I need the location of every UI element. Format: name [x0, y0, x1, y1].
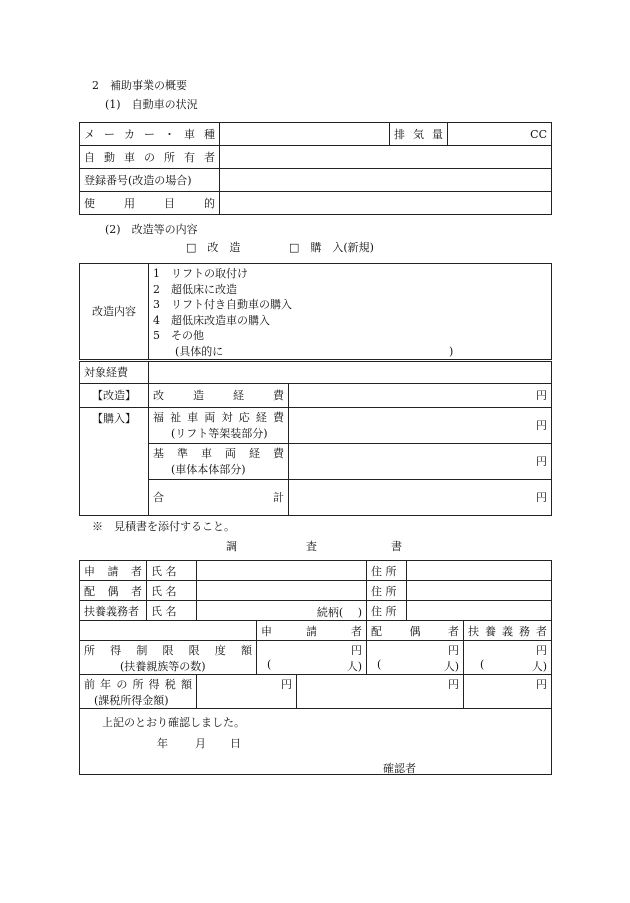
date-month: 月 [195, 737, 206, 750]
attachment-note: ※ 見積書を添付すること。 [92, 520, 235, 533]
yen-unit: 円 [536, 419, 547, 433]
spouse-address-label: 住 所 [367, 581, 407, 601]
tax-sub: (課税所得金額) [94, 694, 169, 707]
yen-unit: 円 [281, 678, 292, 691]
date-year: 年 [157, 737, 168, 750]
maker-field[interactable] [220, 123, 390, 146]
yen-unit: 円 [351, 643, 362, 657]
income-limit-applicant[interactable]: 円 ( 人) [257, 641, 367, 675]
section-title: 2 補助事業の概要 [92, 79, 187, 92]
supporter-label: 扶養義務者 [80, 601, 147, 621]
confirmer-label: 確認者 [383, 762, 416, 775]
kounyu-tag: 【購入】 [80, 407, 149, 515]
owner-field[interactable] [220, 146, 552, 169]
maker-label-text: メ ー カ ー ・ 車 種 [84, 128, 215, 141]
tax-applicant[interactable] [197, 675, 297, 709]
tax-label: 前 年 の 所 得 税 額 (課税所得金額) [80, 675, 197, 709]
vehicle-table [79, 122, 552, 215]
purpose-label: 使 用 目 的 [80, 192, 220, 215]
applicant-label: 申 請 者 [80, 561, 147, 581]
col-supporter-header: 扶 養 義 務 者 [464, 621, 552, 641]
subsection-vehicle: (1) 自動車の状況 [105, 98, 198, 111]
maker-label [80, 123, 220, 146]
survey-title-3: 書 [391, 540, 402, 553]
income-limit-label: 所 得 制 限 限 度 額 (扶養親族等の数) [80, 641, 257, 675]
supporter-name-label: 氏 名 [147, 601, 197, 621]
welfare-cost-sub: (リフト等架装部分) [171, 427, 268, 441]
col-applicant-header: 申 請 者 [257, 621, 367, 641]
owner-label: 自 動 車 の 所 有 者 [80, 146, 220, 169]
yen-unit: 円 [536, 389, 547, 403]
applicant-name-field[interactable] [197, 561, 367, 581]
content-item[interactable]: 3 リフト付き自動車の購入 [153, 298, 292, 312]
supporter-address-label: 住 所 [367, 601, 407, 621]
spouse-name-field[interactable] [197, 581, 367, 601]
spouse-label: 配 偶 者 [80, 581, 147, 601]
kaizou-tag: 【改造】 [80, 383, 149, 407]
yen-unit: 円 [448, 678, 459, 691]
content-list [149, 264, 552, 361]
option-kounyu[interactable]: □ 購 入(新規) [289, 241, 374, 254]
confirmation-box [80, 709, 552, 775]
survey-title-2: 査 [306, 540, 317, 553]
applicant-address-field[interactable] [407, 561, 552, 581]
content-label: 改造内容 [80, 264, 149, 361]
modification-table [79, 263, 552, 516]
displacement-label: 排 気 量 [390, 123, 448, 146]
specific-close: ) [449, 344, 454, 358]
purpose-field[interactable] [220, 192, 552, 215]
income-limit-sub: (扶養親族等の数) [120, 659, 206, 673]
income-limit-supporter[interactable]: 円 ( 人) [464, 641, 552, 675]
tax-spouse[interactable] [297, 675, 464, 709]
kaizou-cost-label: 改 造 経 費 [149, 383, 289, 407]
total-label: 合 計 [149, 479, 289, 515]
date-day: 日 [230, 737, 241, 750]
supporter-name-field[interactable] [197, 601, 367, 621]
kaizou-cost-field[interactable] [289, 383, 552, 407]
survey-table [79, 560, 552, 775]
option-kaizou[interactable]: □ 改 造 [186, 241, 241, 254]
base-cost-label: 基 準 車 両 経 費 (車体本体部分) [149, 443, 289, 479]
spouse-address-field[interactable] [407, 581, 552, 601]
registration-field[interactable] [220, 169, 552, 192]
welfare-cost-field[interactable] [289, 407, 552, 443]
content-item[interactable]: 4 超低床改造車の購入 [153, 313, 270, 327]
confirm-text: 上記のとおり確認しました。 [102, 716, 245, 729]
tax-supporter[interactable] [464, 675, 552, 709]
yen-unit: 円 [536, 678, 547, 691]
displacement-field[interactable] [448, 123, 552, 146]
relation-label: 続柄( ) [316, 606, 362, 619]
content-item[interactable]: 5 その他 [153, 329, 204, 343]
cc-unit: CC [530, 127, 547, 141]
applicant-address-label: 住 所 [367, 561, 407, 581]
header-blank [80, 621, 257, 641]
total-field[interactable] [289, 479, 552, 515]
base-cost-field[interactable] [289, 443, 552, 479]
yen-unit: 円 [536, 643, 547, 657]
col-spouse-header: 配 偶 者 [367, 621, 464, 641]
target-cost-label: 対象経費 [80, 360, 149, 383]
yen-unit: 円 [448, 643, 459, 657]
applicant-name-label: 氏 名 [147, 561, 197, 581]
welfare-cost-label: 福 祉 車 両 対 応 経 費 (リフト等架装部分) [149, 407, 289, 443]
yen-unit: 円 [536, 491, 547, 505]
content-item[interactable]: 2 超低床に改造 [153, 282, 237, 296]
spouse-name-label: 氏 名 [147, 581, 197, 601]
registration-label: 登録番号(改造の場合) [80, 169, 220, 192]
base-cost-sub: (車体本体部分) [171, 463, 246, 477]
specific-open: (具体的に [175, 344, 224, 358]
content-item[interactable]: 1 リフトの取付け [153, 267, 248, 280]
subsection-modification: (2) 改造等の内容 [105, 223, 198, 236]
target-cost-field [149, 360, 552, 383]
income-limit-spouse[interactable]: 円 ( 人) [367, 641, 464, 675]
yen-unit: 円 [536, 455, 547, 469]
supporter-address-field[interactable] [407, 601, 552, 621]
survey-title-1: 調 [226, 540, 237, 553]
